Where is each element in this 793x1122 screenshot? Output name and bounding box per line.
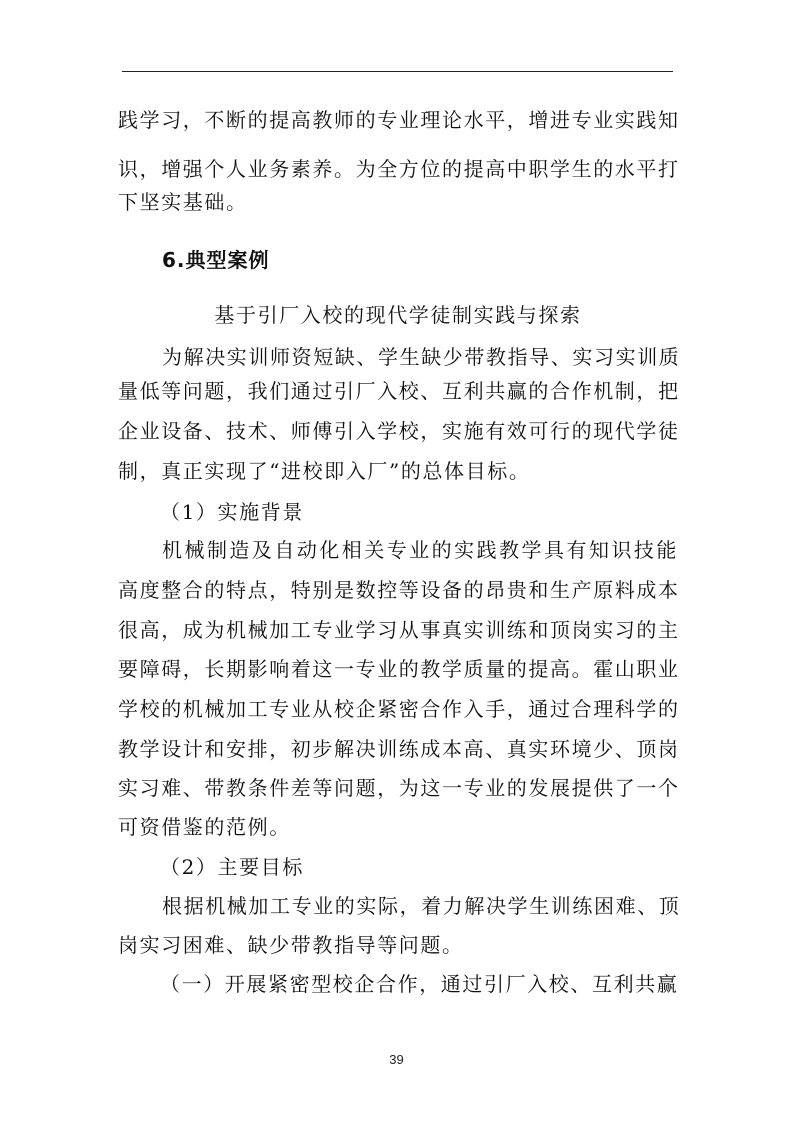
paragraph-line: 量低等问题，我们通过引厂入校、互利共赢的合作机制，把: [118, 379, 680, 403]
paragraph-line: 为解决实训师资短缺、学生缺少带教指导、实习实训质: [162, 345, 681, 369]
paragraph-line: 教学设计和安排，初步解决训练成本高、真实环境少、顶岗: [118, 737, 680, 761]
paragraph-line: 高度整合的特点，特别是数控等设备的昂贵和生产原料成本: [118, 578, 680, 602]
paragraph-line: （一）开展紧密型校企合作，通过引厂入校、互利共赢: [160, 972, 679, 996]
paragraph-line: 机械制造及自动化相关专业的实践教学具有知识技能: [162, 538, 678, 562]
paragraph-line: 岗实习困难、缺少带教指导等问题。: [118, 933, 464, 957]
paragraph-line: 下坚实基础。: [118, 190, 248, 214]
paragraph-line: 践学习，不断的提高教师的专业理论水平，增进专业实践知: [118, 108, 680, 132]
case-title: 基于引厂入校的现代学徒制实践与探索: [214, 303, 582, 327]
section-heading: 6.典型案例: [162, 248, 270, 272]
subsection-title: （2）主要目标: [160, 855, 304, 879]
paragraph-line: 识，增强个人业务素养。为全方位的提高中职学生的水平打: [118, 157, 680, 181]
paragraph-line: 学校的机械加工专业从校企紧密合作入手，通过合理科学的: [118, 697, 680, 721]
paragraph-line: 很高，成为机械加工专业学习从事真实训练和顶岗实习的主: [118, 618, 680, 642]
page-number: 39: [389, 1052, 404, 1067]
paragraph-line: 可资借鉴的范例。: [118, 815, 291, 839]
paragraph-line: 企业设备、技术、师傅引入学校，实施有效可行的现代学徒: [118, 419, 680, 443]
paragraph-line: 要障碍，长期影响着这一专业的教学质量的提高。霍山职业: [118, 657, 680, 681]
subsection-title: （1）实施背景: [160, 500, 304, 524]
paragraph-line: 实习难、带教条件差等问题，为这一专业的发展提供了一个: [118, 776, 680, 800]
paragraph-line: 根据机械加工专业的实际，着力解决学生训练困难、顶: [162, 894, 681, 918]
paragraph-line: 制，真正实现了“进校即入厂”的总体目标。: [118, 459, 531, 483]
header-rule: [122, 71, 673, 72]
